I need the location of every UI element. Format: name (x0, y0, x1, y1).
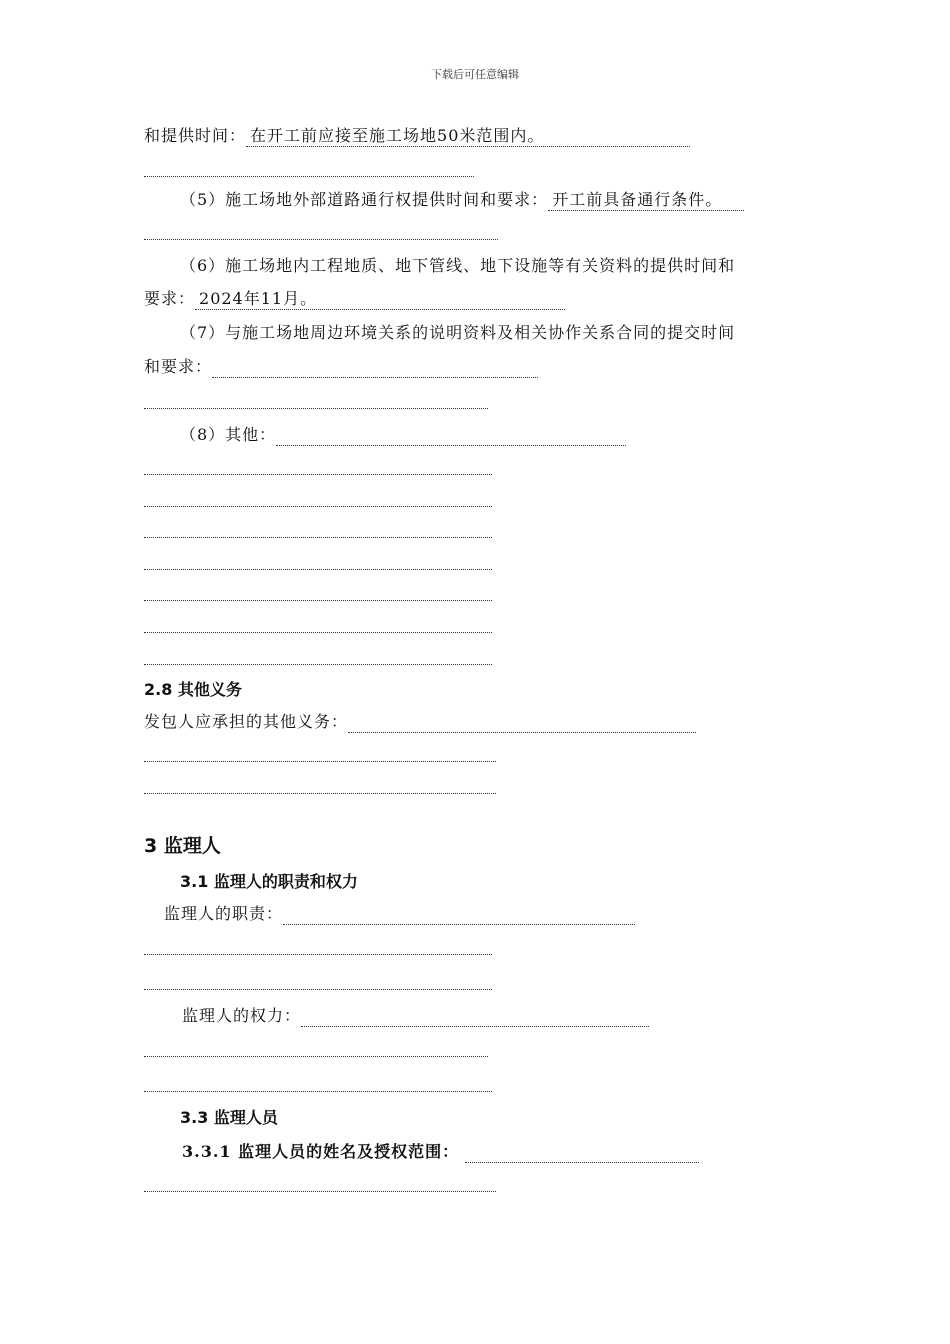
blank-line[interactable] (144, 474, 492, 475)
item6-value[interactable]: 2024年11月。 (195, 289, 565, 310)
item7-value[interactable] (212, 357, 538, 378)
blank-line[interactable] (144, 569, 492, 570)
section-3-3-heading: 3.3 监理人员 (180, 1108, 278, 1127)
s3-3-1-value[interactable] (465, 1142, 699, 1163)
s2-8-line (144, 712, 696, 733)
item8-value[interactable] (276, 425, 626, 446)
item7-line (144, 357, 538, 378)
s2-8-label: 发包人应承担的其他义务： (144, 712, 349, 731)
item4-value[interactable]: 在开工前应接至施工场地50米范围内。 (246, 126, 690, 147)
blank-line[interactable] (144, 176, 474, 177)
item7-label: 和要求： (144, 357, 213, 376)
blank-line[interactable] (144, 664, 492, 665)
duty-value[interactable] (283, 904, 635, 925)
item6-label: 要求： (144, 289, 196, 308)
section-3-1-heading: 3.1 监理人的职责和权力 (180, 872, 358, 891)
blank-line[interactable] (144, 989, 492, 990)
power-value[interactable] (301, 1006, 649, 1027)
item4-label: 和提供时间： (144, 126, 247, 145)
power-line (182, 1006, 649, 1027)
blank-line[interactable] (144, 793, 496, 794)
s3-3-1-label: 3.3.1 监理人员的姓名及授权范围： (182, 1142, 460, 1161)
blank-line[interactable] (144, 600, 492, 601)
duty-label: 监理人的职责： (164, 904, 284, 923)
blank-line[interactable] (144, 1091, 492, 1092)
blank-line[interactable] (144, 537, 492, 538)
item7-text: （7）与施工场地周边环境关系的说明资料及相关协作关系合同的提交时间 (180, 323, 736, 342)
s3-3-1-line (182, 1142, 699, 1163)
item8-line (180, 425, 626, 446)
item8-label: （8）其他： (180, 425, 277, 444)
item5-line (180, 190, 744, 211)
blank-line[interactable] (144, 239, 498, 240)
section-3-heading: 3 监理人 (144, 835, 221, 857)
item5-value[interactable]: 开工前具备通行条件。 (548, 190, 744, 211)
section-2-8-heading: 2.8 其他义务 (144, 680, 242, 699)
blank-line[interactable] (144, 954, 492, 955)
power-label: 监理人的权力： (182, 1006, 302, 1025)
item4-line (144, 126, 690, 147)
duty-line (164, 904, 635, 925)
blank-line[interactable] (144, 632, 492, 633)
blank-line[interactable] (144, 761, 496, 762)
blank-line[interactable] (144, 506, 492, 507)
item5-label: （5）施工场地外部道路通行权提供时间和要求： (180, 190, 549, 209)
item6-line (144, 289, 565, 310)
blank-line[interactable] (144, 1056, 488, 1057)
page-header: 下载后可任意编辑 (431, 68, 519, 81)
s2-8-value[interactable] (348, 712, 696, 733)
item6-text: （6）施工场地内工程地质、地下管线、地下设施等有关资料的提供时间和 (180, 256, 736, 275)
blank-line[interactable] (144, 408, 488, 409)
blank-line[interactable] (144, 1191, 496, 1192)
